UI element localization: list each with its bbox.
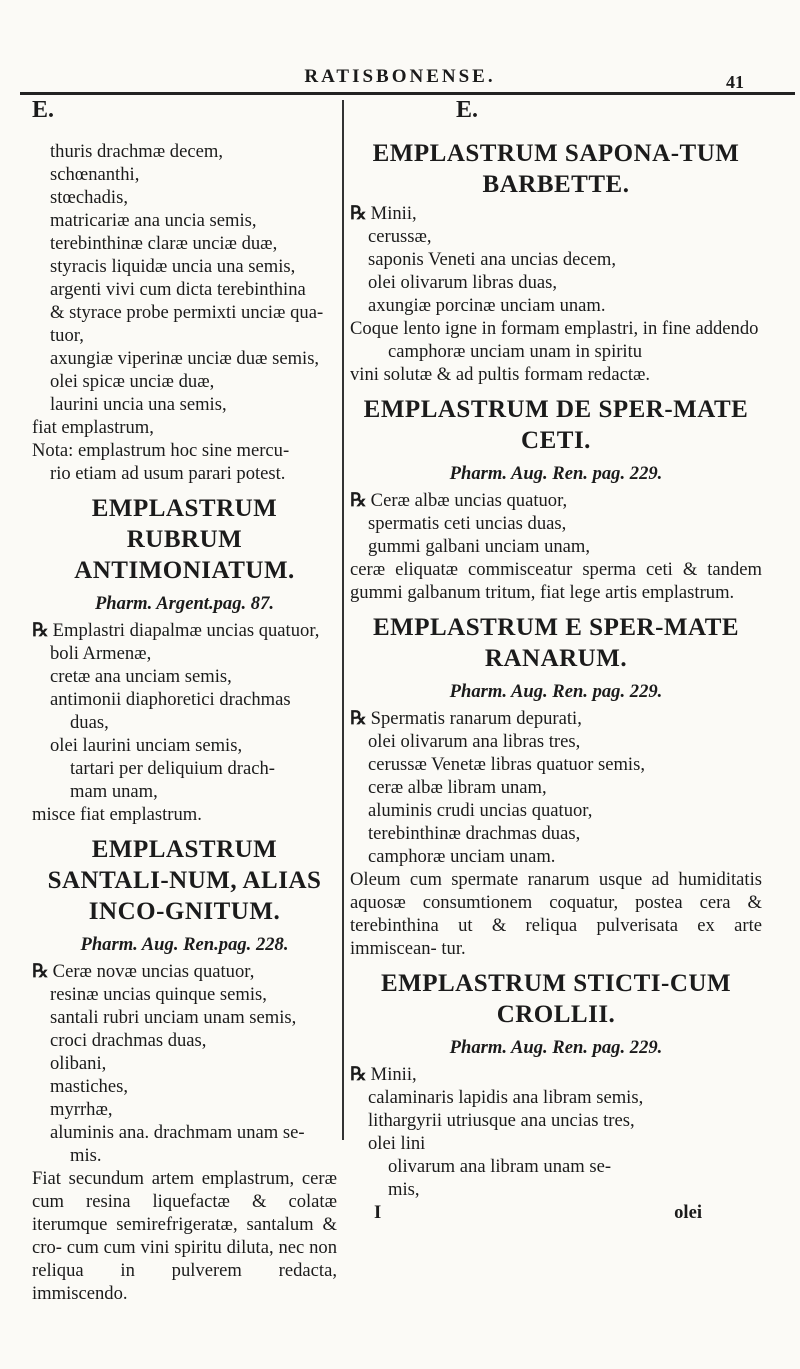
ingredient-line: gummi galbani unciam unam, xyxy=(368,536,591,557)
ingredient-line: olei lini xyxy=(368,1133,426,1154)
ingredient-line: olivarum ana libram unam se- xyxy=(388,1156,612,1177)
ingredient-line: axungiæ porcinæ unciam unam. xyxy=(368,295,606,316)
ingredient-line: resinæ uncias quinque semis, xyxy=(50,984,267,1005)
instruction-paragraph: Fiat secundum artem emplastrum, ceræ cum resina liquefactæ & colatæ iterumque semirefrigeratæ, santalum & cro- cum cum vini spiritu diluta, nec non reliqua in pulverem redacta, immiscendo. xyxy=(32,1168,337,1304)
recipe-line: laurini uncia una semis, xyxy=(50,394,227,415)
ingredient-line: calaminaris lapidis ana libram semis, xyxy=(368,1087,644,1108)
recipe-title: EMPLASTRUM STICTI-CUM CROLLII. xyxy=(380,970,732,1028)
signature-mark: I xyxy=(374,1202,382,1223)
ingredient-line: Emplastri diapalmæ uncias quatuor, xyxy=(52,620,320,641)
ingredient-line: olei olivarum libras duas, xyxy=(368,272,557,293)
ingredient-line: ceræ albæ libram unam, xyxy=(368,777,547,798)
ingredient-line: boli Armenæ, xyxy=(50,643,152,664)
recipe-symbol: ℞ xyxy=(350,1064,367,1085)
recipe-line: stœchadis, xyxy=(50,187,128,208)
recipe-title: EMPLASTRUM DE SPER-MATE CETI. xyxy=(363,396,749,454)
ingredient-line: saponis Veneti ana uncias decem, xyxy=(368,249,617,270)
recipe-source: Pharm. Aug. Ren. pag. 229. xyxy=(449,463,663,484)
recipe-title: EMPLASTRUM E SPER-MATE RANARUM. xyxy=(372,614,740,672)
ingredient-line: mastiches, xyxy=(50,1076,128,1097)
ingredient-line: duas, xyxy=(70,712,109,733)
ingredient-line: cerussæ, xyxy=(368,226,432,247)
ingredient-line: olei olivarum ana libras tres, xyxy=(368,731,581,752)
right-column xyxy=(350,140,762,1224)
recipe-symbol: ℞ xyxy=(32,961,49,982)
recipe-line: styracis liquidæ uncia una semis, xyxy=(50,256,296,277)
recipe-line: fiat emplastrum, xyxy=(32,417,154,438)
instruction-line: camphoræ unciam unam in spiritu xyxy=(388,341,643,362)
recipe-symbol: ℞ xyxy=(350,708,367,729)
instruction-line: misce fiat emplastrum. xyxy=(32,804,202,825)
recipe-source: Pharm. Aug. Ren.pag. 228. xyxy=(80,934,289,955)
instruction-paragraph: Oleum cum spermate ranarum usque ad humiditatis aquosæ consumtionem coquatur, postea cera & terebinthina ut & reliqua pulverisata ex arte immiscean- tur. xyxy=(350,869,762,959)
recipe-line: tuor, xyxy=(50,325,84,346)
running-title: RATISBONENSE. xyxy=(304,66,496,87)
ingredient-line: olibani, xyxy=(50,1053,107,1074)
header-rule xyxy=(20,92,795,95)
recipe-emplastrum-rubrum xyxy=(32,493,337,826)
recipe-line: schœnanthi, xyxy=(50,164,140,185)
left-column xyxy=(32,140,337,1305)
page-footer xyxy=(350,1201,762,1224)
recipe-title: EMPLASTRUM SAPONA-TUM BARBETTE. xyxy=(372,140,740,198)
recipe-symbol: ℞ xyxy=(32,620,49,641)
catchword: olei xyxy=(674,1202,702,1223)
ingredient-line: mis. xyxy=(70,1145,102,1166)
recipe-symbol: ℞ xyxy=(350,203,367,224)
ingredient-line: aluminis ana. drachmam unam se- xyxy=(50,1122,305,1143)
instruction-paragraph: ceræ eliquatæ commisceatur sperma ceti & tandem gummi galbanum tritum, fiat lege artis emplastrum. xyxy=(350,559,762,603)
recipe-emplastrum-ranarum xyxy=(350,612,762,960)
ingredient-line: lithargyrii utriusque ana uncias tres, xyxy=(368,1110,635,1131)
ingredient-line: santali rubri unciam unam semis, xyxy=(50,1007,297,1028)
recipe-symbol: ℞ xyxy=(350,490,367,511)
right-column-letter: E. xyxy=(456,97,479,123)
ingredient-line: camphoræ unciam unam. xyxy=(368,846,556,867)
ingredient-line: myrrhæ, xyxy=(50,1099,113,1120)
ingredient-line: croci drachmas duas, xyxy=(50,1030,207,1051)
ingredient-line: mis, xyxy=(388,1179,420,1200)
ingredient-line: olei laurini unciam semis, xyxy=(50,735,243,756)
continued-recipe xyxy=(32,140,337,485)
recipe-emplastrum-sticticum xyxy=(350,968,762,1224)
recipe-line: axungiæ viperinæ unciæ duæ semis, xyxy=(50,348,320,369)
recipe-line: & styrace probe permixti unciæ qua- xyxy=(50,302,324,323)
note-line: Nota: emplastrum hoc sine mercu- xyxy=(32,440,290,461)
column-divider xyxy=(342,100,344,1140)
recipe-line: terebinthinæ claræ unciæ duæ, xyxy=(50,233,278,254)
left-column-letter: E. xyxy=(32,97,55,123)
recipe-emplastrum-sperma-ceti xyxy=(350,394,762,604)
ingredient-line: cerussæ Venetæ libras quatuor semis, xyxy=(368,754,645,775)
ingredient-line: antimonii diaphoretici drachmas xyxy=(50,689,291,710)
ingredient-line: aluminis crudi uncias quatuor, xyxy=(368,800,593,821)
recipe-line: thuris drachmæ decem, xyxy=(50,141,223,162)
ingredient-line: Spermatis ranarum depurati, xyxy=(370,708,582,729)
ingredient-line: Ceræ novæ uncias quatuor, xyxy=(52,961,255,982)
ingredient-line: tartari per deliquium drach- xyxy=(70,758,275,779)
ingredient-line: Ceræ albæ uncias quatuor, xyxy=(370,490,568,511)
recipe-line: argenti vivi cum dicta terebinthina xyxy=(50,279,306,300)
ingredient-line: terebinthinæ drachmas duas, xyxy=(368,823,581,844)
ingredient-line: mam unam, xyxy=(70,781,158,802)
note-line: rio etiam ad usum parari potest. xyxy=(50,463,286,484)
instruction-line: vini solutæ & ad pultis formam redactæ. xyxy=(350,364,651,385)
recipe-line: olei spicæ unciæ duæ, xyxy=(50,371,215,392)
recipe-source: Pharm. Argent.pag. 87. xyxy=(94,593,275,614)
ingredient-line: spermatis ceti uncias duas, xyxy=(368,513,567,534)
ingredient-line: Minii, xyxy=(370,1064,417,1085)
recipe-emplastrum-saponatum xyxy=(350,138,762,386)
recipe-title: EMPLASTRUM SANTALI-NUM, ALIAS INCO-GNITUM. xyxy=(47,836,322,925)
ingredient-line: Minii, xyxy=(370,203,417,224)
recipe-emplastrum-santalinum xyxy=(32,834,337,1305)
ingredient-line: cretæ ana unciam semis, xyxy=(50,666,232,687)
page-number: 41 xyxy=(726,72,744,92)
recipe-line: matricariæ ana uncia semis, xyxy=(50,210,257,231)
recipe-source: Pharm. Aug. Ren. pag. 229. xyxy=(449,681,663,702)
recipe-source: Pharm. Aug. Ren. pag. 229. xyxy=(449,1037,663,1058)
instruction-line: Coque lento igne in formam emplastri, in fine addendo xyxy=(350,318,759,339)
recipe-title: EMPLASTRUM RUBRUM ANTIMONIATUM. xyxy=(74,495,295,584)
